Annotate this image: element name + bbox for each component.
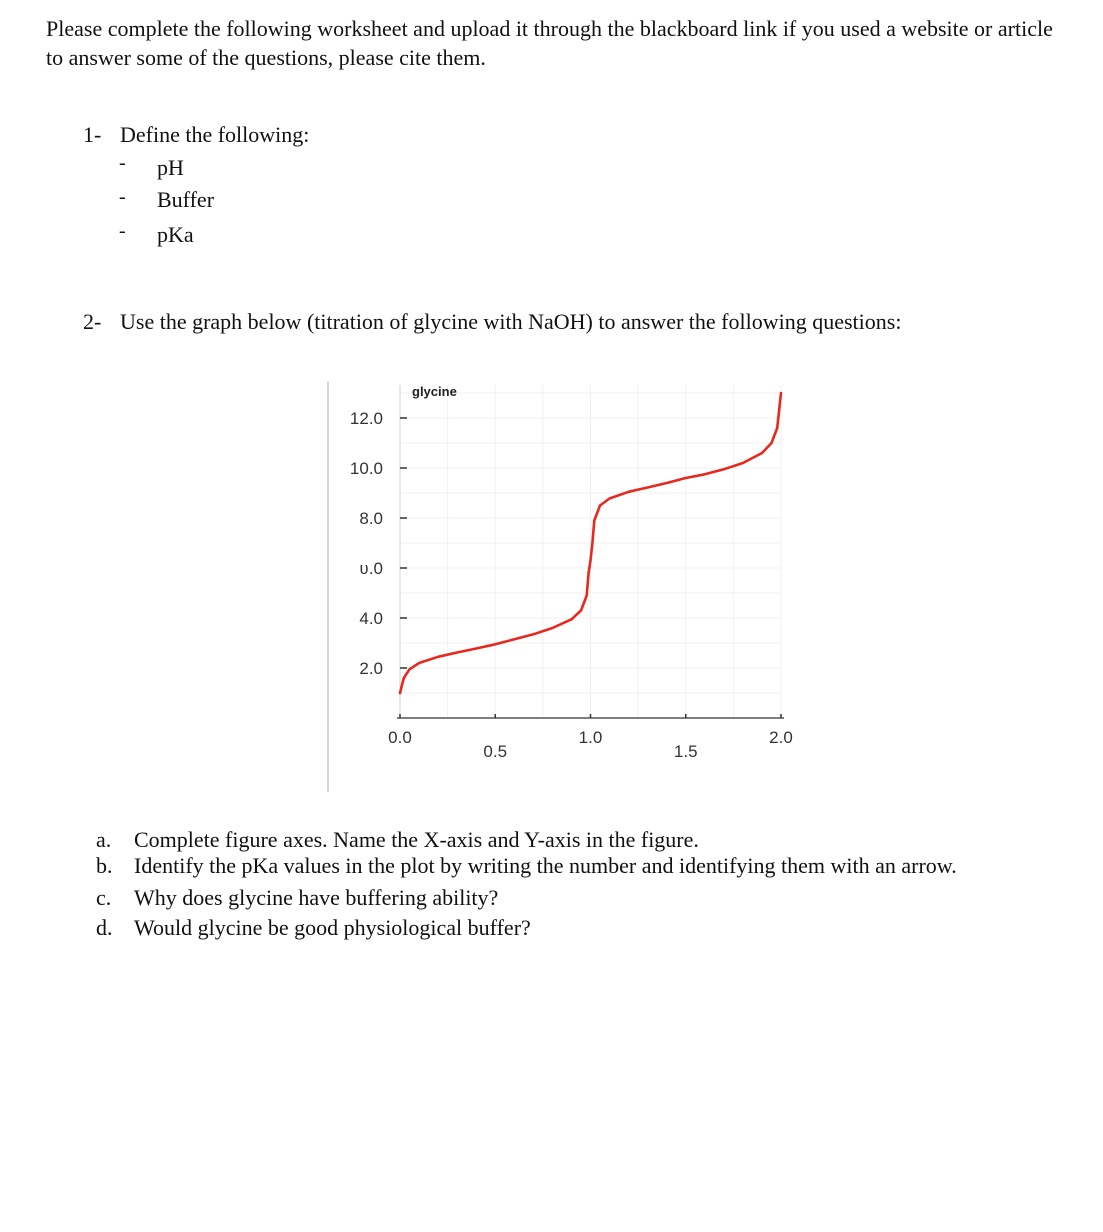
y-tick-label: 10.0 <box>349 459 383 478</box>
x-tick-label: 1.0 <box>578 728 603 747</box>
subquestion-b-letter: b. <box>96 853 113 878</box>
x-tick-label: 0.0 <box>388 728 412 747</box>
subquestion-d-letter: d. <box>96 915 113 940</box>
subquestion-a-letter: a. <box>96 827 112 852</box>
y-tick-label: ʋ.0 <box>359 559 383 578</box>
y-tick-label: 12.0 <box>349 409 383 428</box>
subquestion-c-text: Why does glycine have buffering ability? <box>134 885 499 910</box>
term-buffer: Buffer <box>157 187 215 212</box>
bullet-dash: - <box>119 152 126 174</box>
x-axis-ticks <box>388 714 793 761</box>
y-axis-ticks <box>350 409 407 678</box>
worksheet-instructions: Please complete the following worksheet and upload it through the blackboard link if you used a website or article to answer some of the questions, please cite them. <box>46 16 1053 70</box>
subquestion-a-text: Complete figure axes. Name the X-axis and Y-axis in the figure. <box>134 827 699 852</box>
question-1-number: 1- <box>83 122 102 147</box>
y-tick-label: 2.0 <box>359 659 383 678</box>
y-tick-label: 8.0 <box>359 509 383 528</box>
question-1-text: Define the following: <box>120 122 310 147</box>
question-2-number: 2- <box>83 309 102 334</box>
chart-title: glycine <box>412 384 457 399</box>
bullet-dash: - <box>119 220 126 242</box>
term-ph: pH <box>157 155 184 180</box>
x-tick-label: 1.5 <box>673 742 698 761</box>
subquestion-c-letter: c. <box>96 885 112 910</box>
question-2-text: Use the graph below (titration of glycine with NaOH) to answer the following questions: <box>120 309 902 334</box>
subquestion-b-text: Identify the pKa values in the plot by writing the number and identifying them with an arrow. <box>134 853 957 878</box>
bullet-dash: - <box>119 186 126 208</box>
subquestion-d-text: Would glycine be good physiological buffer? <box>134 915 531 940</box>
term-pka: pKa <box>157 222 194 247</box>
x-tick-label: 0.5 <box>483 742 508 761</box>
x-tick-label: 2.0 <box>769 728 793 747</box>
y-tick-label: 4.0 <box>359 609 383 628</box>
